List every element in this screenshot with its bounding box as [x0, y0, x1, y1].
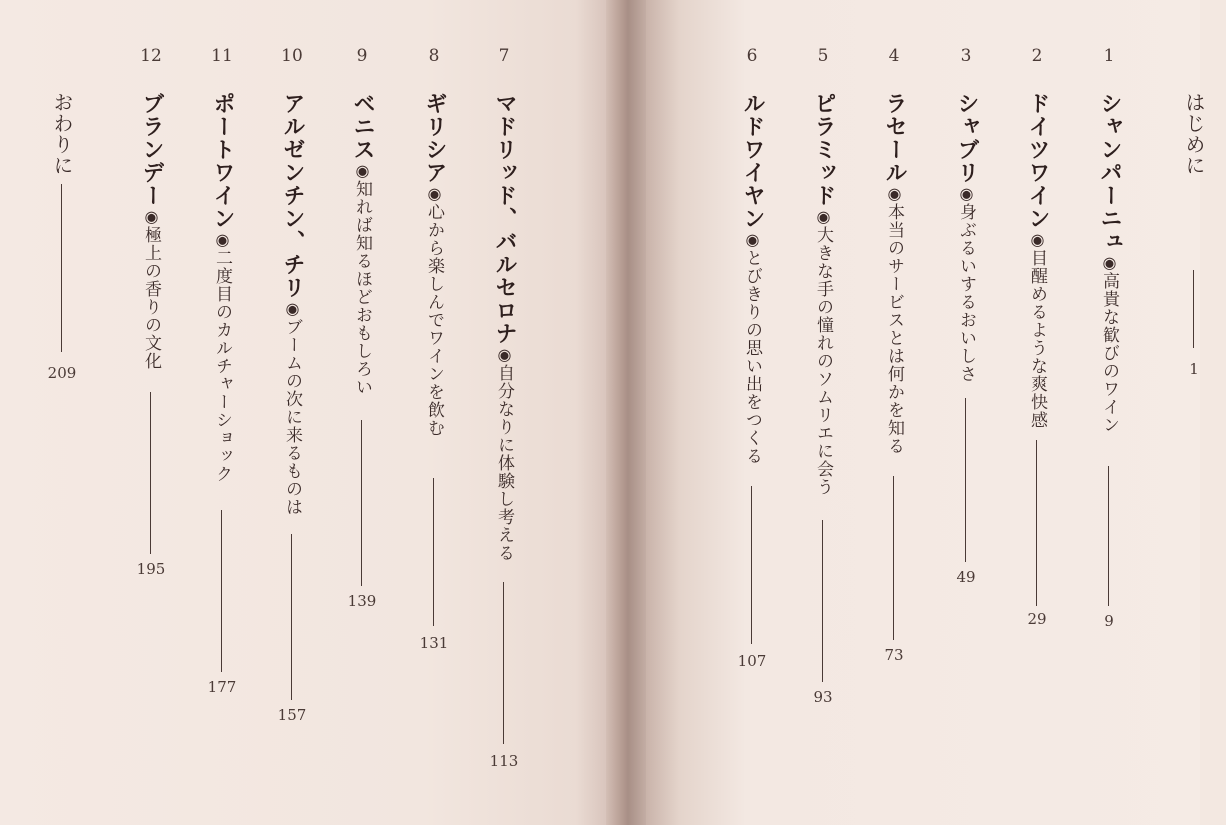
toc-entry-outro[interactable] [40, 0, 84, 825]
leader-line [361, 420, 362, 586]
chapter-title: ドイツワイン [1025, 92, 1050, 230]
toc-entry-4[interactable] [872, 0, 916, 825]
chapter-subtitle: 極上の香りの文化 [141, 226, 161, 370]
chapter-title: ベニス [350, 92, 375, 161]
page-number: 9 [1104, 612, 1114, 630]
separator-icon: ◉ [213, 230, 232, 249]
chapter-title: マドリッド、バルセロナ [492, 92, 517, 345]
toc-entry-11[interactable] [200, 0, 244, 825]
separator-icon: ◉ [283, 299, 302, 318]
chapter-subtitle: 高貴な歓びのワイン [1099, 272, 1119, 434]
chapter-number: 10 [281, 46, 303, 66]
separator-icon: ◉ [425, 184, 444, 203]
separator-icon: ◉ [353, 161, 372, 180]
chapter-number: 8 [428, 46, 440, 66]
leader-line [1193, 270, 1194, 348]
page-number: 93 [813, 688, 833, 706]
chapter-subtitle: とびきりの思い出をつくる [742, 249, 762, 465]
separator-icon: ◉ [885, 184, 904, 203]
toc-entry-2[interactable] [1015, 0, 1059, 825]
page-number: 195 [136, 560, 166, 578]
separator-icon: ◉ [495, 345, 514, 364]
chapter-subtitle: 大きな手の憧れのソムリエに会う [813, 226, 833, 496]
chapter-title: シャブリ [954, 92, 979, 184]
leader-line [1108, 466, 1109, 606]
chapter-title: ギリシア [422, 92, 447, 184]
leader-line [503, 582, 504, 744]
leader-line [751, 486, 752, 644]
leader-line [893, 476, 894, 640]
chapter-number: 11 [211, 46, 233, 66]
toc-entry-6[interactable] [730, 0, 774, 825]
page-number: 157 [277, 706, 307, 724]
leader-line [150, 392, 151, 554]
page-number: 139 [347, 592, 377, 610]
toc-entry-8[interactable] [412, 0, 456, 825]
toc-entry-5[interactable] [801, 0, 845, 825]
leader-line [1036, 440, 1037, 606]
page-number: 107 [737, 652, 767, 670]
chapter-subtitle: 身ぶるいするおいしさ [956, 203, 976, 383]
chapter-number: 2 [1031, 46, 1043, 66]
chapter-number: 7 [498, 46, 510, 66]
leader-line [61, 184, 62, 352]
chapter-number: 12 [140, 46, 162, 66]
chapter-number: 9 [356, 46, 368, 66]
leader-line [291, 534, 292, 700]
page-number: 131 [419, 634, 449, 652]
leader-line [221, 510, 222, 672]
page-number: 49 [956, 568, 976, 586]
chapter-number: 4 [888, 46, 900, 66]
chapter-number: 6 [746, 46, 758, 66]
page-number: 29 [1027, 610, 1047, 628]
page-number: 113 [489, 752, 519, 770]
chapter-subtitle: ブームの次に来るものは [282, 318, 302, 516]
chapter-title: アルゼンチン、チリ [280, 92, 305, 299]
toc-entry-3[interactable] [944, 0, 988, 825]
chapter-subtitle: 心から楽しんでワインを飲む [424, 203, 444, 437]
outro-title: おわりに [50, 92, 74, 176]
chapter-subtitle: 本当のサービスとは何かを知る [884, 203, 904, 455]
chapter-subtitle: 目醒めるような爽快感 [1027, 249, 1047, 429]
chapter-subtitle: 二度目のカルチャーショック [212, 249, 232, 483]
separator-icon: ◉ [957, 184, 976, 203]
toc-entry-9[interactable] [340, 0, 384, 825]
page-number: 209 [47, 364, 77, 382]
chapter-title: ルドワイヤン [740, 92, 765, 230]
page-number: 177 [207, 678, 237, 696]
chapter-title: ポートワイン [210, 92, 235, 230]
chapter-title: ブランデー [139, 92, 164, 207]
chapter-number: 3 [960, 46, 972, 66]
toc-entry-intro[interactable] [1172, 0, 1216, 825]
chapter-subtitle: 自分なりに体験し考える [494, 364, 514, 562]
separator-icon: ◉ [142, 207, 161, 226]
toc-entry-7[interactable] [482, 0, 526, 825]
separator-icon: ◉ [1028, 230, 1047, 249]
toc-entry-10[interactable] [270, 0, 314, 825]
separator-icon: ◉ [814, 207, 833, 226]
separator-icon: ◉ [743, 230, 762, 249]
page-number: 73 [884, 646, 904, 664]
separator-icon: ◉ [1100, 253, 1119, 272]
leader-line [965, 398, 966, 562]
chapter-title: ピラミッド [811, 92, 836, 207]
leader-line [433, 478, 434, 626]
intro-title: はじめに [1182, 92, 1206, 176]
chapter-subtitle: 知れば知るほどおもしろい [352, 180, 372, 396]
toc-entry-1[interactable] [1087, 0, 1131, 825]
leader-line [822, 520, 823, 682]
book-gutter [606, 0, 646, 825]
page-number: 1 [1189, 360, 1199, 378]
chapter-number: 1 [1103, 46, 1115, 66]
chapter-title: ラセール [882, 92, 907, 184]
chapter-title: シャンパーニュ [1097, 92, 1122, 253]
toc-entry-12[interactable] [129, 0, 173, 825]
chapter-number: 5 [817, 46, 829, 66]
